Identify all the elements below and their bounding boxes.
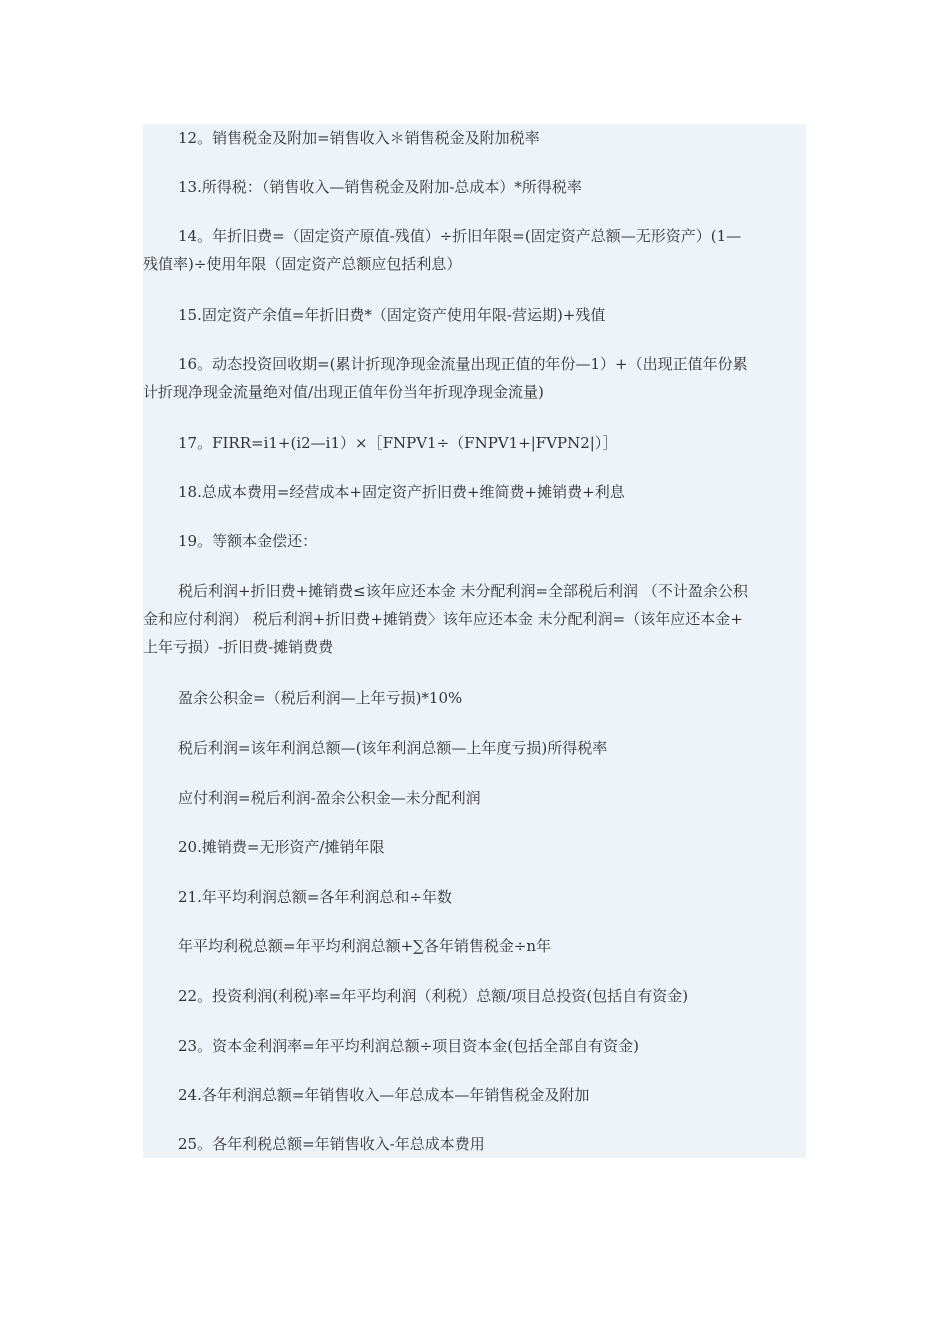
formula-14	[143, 222, 806, 278]
formula-23	[143, 1032, 806, 1060]
text-line: 19。等额本金偿还：	[178, 532, 318, 550]
text-line: 税后利润+折旧费+摊销费≤该年应还本金 未分配利润=全部税后利润 （不计盈余公积	[178, 582, 748, 600]
text-line: 12。销售税金及附加=销售收入＊销售税金及附加税率	[178, 129, 540, 147]
formula-19	[143, 527, 806, 555]
text-line: 金和应付利润） 税后利润+折旧费+摊销费〉该年应还本金 未分配利润=（该年应还本金+	[143, 610, 743, 628]
text-line: 年平均利税总额=年平均利润总额+∑各年销售税金÷n年	[178, 937, 552, 955]
text-line: 计折现净现金流量绝对值/出现正值年份当年折现净现金流量)	[143, 383, 544, 401]
text-line: 16。动态投资回收期=(累计折现净现金流量出现正值的年份—1）+（出现正值年份累	[178, 355, 748, 373]
text-line: 盈余公积金=（税后利润—上年亏损)*10%	[178, 689, 463, 707]
formula-19-after-tax-profit	[143, 734, 806, 762]
text-line: 13.所得税：（销售收入—销售税金及附加-总成本）*所得税率	[178, 178, 582, 196]
formula-12	[143, 124, 806, 152]
formula-19-surplus-reserve	[143, 684, 806, 712]
text-line: 18.总成本费用=经营成本+固定资产折旧费+维简费+摊销费+利息	[178, 483, 625, 501]
formula-15	[143, 301, 806, 329]
formula-18	[143, 478, 806, 506]
formula-21	[143, 883, 806, 911]
text-line: 20.摊销费=无形资产/摊销年限	[178, 838, 385, 856]
text-line: 25。各年利税总额=年销售收入-年总成本费用	[178, 1135, 485, 1153]
text-line: 应付利润=税后利润-盈余公积金—未分配利润	[178, 789, 481, 807]
text-line: 17。FIRR=i1+(i2—i1）×［FNPV1÷（FNPV1+|FVPN2|）］	[178, 434, 618, 452]
text-line: 14。年折旧费=（固定资产原值-残值）÷折旧年限=(固定资产总额—无形资产）(1—	[178, 227, 742, 245]
text-line: 24.各年利润总额=年销售收入—年总成本—年销售税金及附加	[178, 1086, 590, 1104]
text-line: 21.年平均利润总额=各年利润总和÷年数	[178, 888, 452, 906]
formula-21-tax-total	[143, 932, 806, 960]
content-panel	[143, 124, 806, 1158]
formula-22	[143, 982, 806, 1010]
formula-25	[143, 1130, 806, 1158]
text-line: 22。投资利润(利税)率=年平均利润（利税）总额/项目总投资(包括自有资金)	[178, 987, 689, 1005]
formula-20	[143, 833, 806, 861]
text-line: 税后利润=该年利润总额—(该年利润总额—上年度亏损)所得税率	[178, 739, 608, 757]
formula-17	[143, 429, 806, 457]
text-line: 上年亏损）-折旧费-摊销费费	[143, 638, 334, 656]
text-line: 15.固定资产余值=年折旧费*（固定资产使用年限-营运期)+残值	[178, 306, 606, 324]
formula-16	[143, 350, 806, 406]
formula-19-payable-profit	[143, 784, 806, 812]
text-line: 23。资本金利润率=年平均利润总额÷项目资本金(包括全部自有资金)	[178, 1037, 639, 1055]
formula-19-repayment-rules	[143, 577, 806, 661]
text-line: 残值率)÷使用年限（固定资产总额应包括利息）	[143, 255, 462, 273]
formula-24	[143, 1081, 806, 1109]
formula-13	[143, 173, 806, 201]
